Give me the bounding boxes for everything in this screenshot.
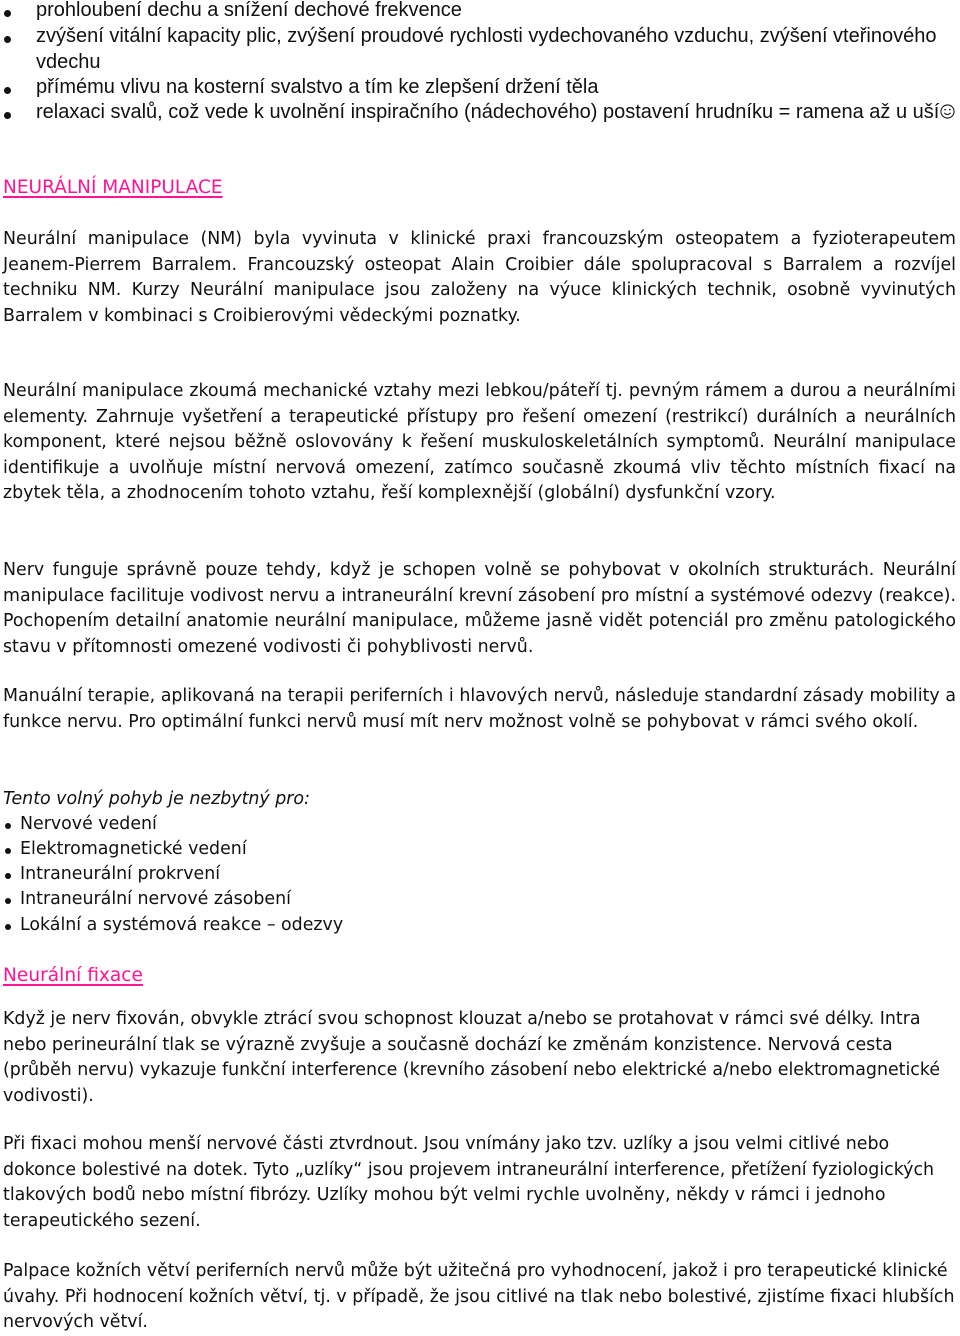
paragraph: Nerv funguje správně pouze tehdy, když je schopen volně se pohybovat v okolních strukturách. Neurální manipulace facilituje vodivost nervu a intraneurální krevní zásobení pro místní a systémové odezvy (reakce). Pochopením detailní anatomie neurální manipulace, můžeme jasně vidět potenciál pro změnu patologického stavu v přítomnosti omezené vodivosti či pohyblivosti nervů. [3,560,956,657]
list-item [3,913,603,939]
list-item [3,862,603,888]
list-item [0,0,960,24]
list-item-text [36,100,956,126]
bullet-icon [4,112,11,119]
paragraph: Neurální manipulace (NM) byla vyvinuta v klinické praxi francouzským osteopatem a fyzioterapeutem Jeanem-Pierrem Barralem. Francouzský osteopat Alain Croibier dále spolupracoval s Barralem a rozvíjel techniku NM. Kurzy Neurální manipulace jsou založeny na výuce klinických technik, osobně vyvinutých Barralem v kombinaci s Croibierovými vědeckými poznatky. [3,229,956,326]
section-heading: Neurální fixace [3,965,143,986]
bullet-icon [5,823,11,829]
smiley-icon [940,104,955,119]
bullet-icon [4,10,11,17]
list-item [3,837,603,863]
list-intro: Tento volný pohyb je nezbytný pro: [3,789,310,809]
list-item [0,100,960,126]
paragraph: Manuální terapie, aplikovaná na terapii periferních i hlavových nervů, následuje standardní zásady mobility a funkce nervu. Pro optimální funkci nervů musí mít nerv možnost volně se pohybovat v rámci svého okolí. [3,686,956,732]
list-item-label: relaxaci svalů, což vede k uvolnění inspiračního (nádechového) postavení hrudníku = ramena až u uší [36,101,940,123]
list-item-text: Lokální a systémová reakce – odezvy [20,915,344,935]
bullet-icon [5,924,11,930]
list-item-text: Intraneurální nervové zásobení [20,889,291,909]
bullet-icon [5,873,11,879]
list-item [3,812,603,838]
paragraph: Palpace kožních větví periferních nervů může být užitečná pro vyhodnocení, jakož i pro terapeutické klinické úvahy. Při hodnocení kožních větví, tj. v případě, že jsou citlivé na tlak nebo bolestivé, zjistíme fixaci hlubších nervových větví. [3,1261,955,1332]
paragraph: Neurální manipulace zkoumá mechanické vztahy mezi lebkou/páteří tj. pevným rámem a durou a neurálními elementy. Zahrnuje vyšetření a terapeutické přístupy pro řešení omezení (restrikcí) durálních a neurálních komponent, které nejsou běžně oslovovány k řešení muskuloskeletálních symptomů. Neurální manipulace identifikuje a uvolňuje místní nervová omezení, zatímco současně zkoumá vliv těchto místních fixací na zbytek těla, a zhodnocením tohoto vztahu, řeší komplexnější (globální) dysfunkční vzory. [3,381,956,503]
bullet-icon [4,87,11,94]
list-item-text: Nervové vedení [20,814,157,834]
paragraph: Při fixaci mohou menší nervové části ztvrdnout. Jsou vnímány jako tzv. uzlíky a jsou velmi citlivé nebo dokonce bolestivé na dotek. Tyto „uzlíky“ jsou projevem intraneurální interference, přetížení fyziologických tlakových bodů nebo místní fibrózy. Uzlíky mohou být velmi rychle uvolněny, někdy v rámci i jednoho terapeutického sezení. [3,1134,935,1231]
list-item-text: zvýšení vitální kapacity plic, zvýšení proudové rychlosti vydechovaného vzduchu, zvýšení vteřinového vdechu [36,25,937,73]
section-heading: NEURÁLNÍ MANIPULACE [3,177,223,198]
list-item-text: prohloubení dechu a snížení dechové frekvence [36,0,462,21]
list-item-text: Intraneurální prokrvení [20,864,221,884]
list-item-text: přímému vlivu na kosterní svalstvo a tím ke zlepšení držení těla [36,76,599,98]
paragraph: Když je nerv fixován, obvykle ztrácí svou schopnost klouzat a/nebo se protahovat v rámci své délky. Intra nebo perineurální tlak se výrazně zvyšuje a současně dochází ke změnám konzistence. Nervová cesta (průběh nervu) vykazuje funkční interference (krevního zásobení nebo elektrické a/nebo elektromagnetické vodivosti). [3,1009,941,1106]
bullet-icon [5,898,11,904]
list-item [3,887,603,913]
bullet-icon [5,848,11,854]
bullet-icon [4,36,11,43]
list-item [0,24,960,75]
list-item-text: Elektromagnetické vedení [20,839,247,859]
list-item [0,75,960,101]
